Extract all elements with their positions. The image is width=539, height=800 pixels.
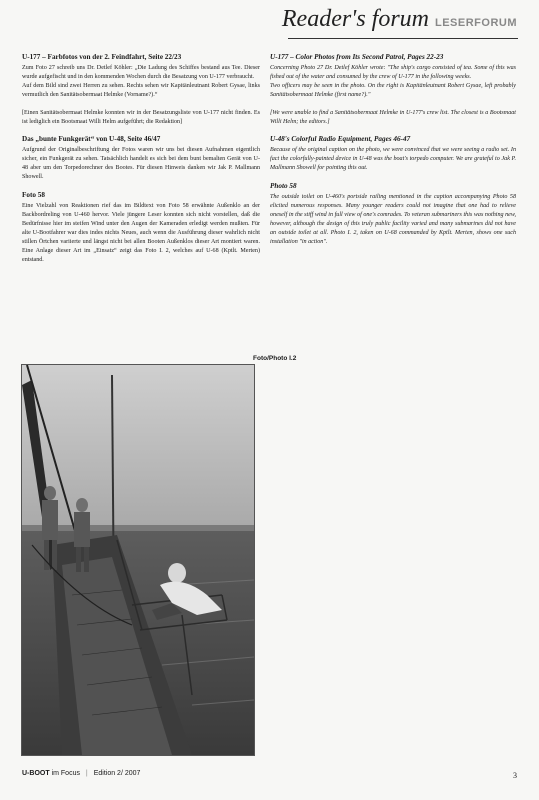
article-body: Concerning Photo 27 Dr. Detlef Köhler wrote: "The ship's cargo consisted of tea. Some of this was fished out of the water and consumed by the crew of U-177 in the following weeks. Two officers may be seen in the photo. On the right is Kapitänleutnant Robert Gysae, left probably Sanitätsobermaat Helmke (first name?)." bbox=[270, 65, 516, 98]
article-body: Eine Vielzahl von Reaktionen rief das im Bildtext von Foto 58 erwähnte Außenklo an der Backbordreling von U-460 hervor. Viele jüngere Leser konnten sich nicht vorstellen, daß die Bedürfnisse hier im steifen Wind unter den Augen der Kameraden erledigt werden mußten. Für alte U-Bootfahrer war dies indes nichts Neues, auch wenn die Ausführung dieser wahrlich nicht stillen Örtchen variierte und längst nicht bei allen Booten Außenklos dieser Art montiert waren. Eine Anlage dieser Art im „Einsatz“ zeigt das Foto I. 2, welches auf U-68 (Kptlt. Merten) entstand. bbox=[22, 203, 260, 263]
article-title: U-48's Colorful Radio Equipment, Pages 46-47 bbox=[270, 135, 411, 144]
magazine-brand-suffix: im Focus bbox=[51, 770, 80, 777]
photo-label: Foto/Photo I.2 bbox=[253, 355, 297, 362]
editor-note: [We were unable to find a Sanitätsobermaat Helmke in U-177's crew list. The closest is a Bootsmaat Willi Helm; the editors.] bbox=[270, 109, 516, 125]
article-body: The outside toilet on U-460's portside railing mentioned in the caption accompanying Photo 58 elicited numerous responses. Many younger readers could not imagine that one had to relieve oneself in the stiff wind in full view of one's comrades. To veteran submariners this was nothing new, however, although the design of this truly public facility varied and many submarines did not have an outside toilet at all. Photo I. 2, taken on U-68 commanded by Kptlt. Merten, shows one such installation "in action". bbox=[270, 194, 516, 245]
article-de-2 bbox=[22, 109, 260, 127]
article-en-4 bbox=[270, 182, 516, 246]
submarine-deck-photo bbox=[21, 364, 255, 756]
article-de-4 bbox=[22, 191, 260, 264]
article-body: Because of the original caption on the photo, we were convinced that we were seeing a radio set. In fact the colorfully-painted device in U-48 was the boat's torpedo computer. We are grateful to Jak P. Mallmann Showell for pointing this out. bbox=[270, 147, 516, 172]
article-en-1 bbox=[270, 53, 516, 100]
footer-edition: U-BOOT im Focus | Edition 2/ 2007 bbox=[22, 770, 141, 777]
article-title: Foto 58 bbox=[22, 191, 45, 200]
article-en-3 bbox=[270, 135, 516, 173]
article-title: Das „bunte Funkgerät“ von U-48, Seite 46/47 bbox=[22, 135, 161, 144]
english-column bbox=[270, 53, 516, 256]
section-title: Reader's forum bbox=[281, 6, 429, 32]
article-de-3 bbox=[22, 135, 260, 182]
article-en-2 bbox=[270, 109, 516, 127]
page-header bbox=[282, 6, 517, 33]
article-body: Aufgrund der Originalbeschriftung der Fotos waren wir uns bei diesen Aufnahmen eigentlich sicher, ein Funkgerät zu sehen. Tatsächlich handelt es sich bei dem bunt bemalten Gerät von U-48 aber um den Torpedorechner des Bootes. Für diesen Hinweis danken wir Jak P. Mallmann Showell. bbox=[22, 147, 260, 181]
article-title: U-177 – Farbfotos von der 2. Feindfahrt, Seite 22/23 bbox=[22, 53, 182, 61]
article-title: Photo 58 bbox=[270, 182, 297, 191]
editor-note: [Einen Sanitätsobermaat Helmke konnten wir in der Besatzungsliste von U-177 nicht finden. Es ist lediglich ein Bootsmaat Willi Helm aufgeführt; die Redaktion] bbox=[22, 109, 260, 125]
magazine-brand: U-BOOT bbox=[22, 770, 50, 777]
section-subtitle: LESERFORUM bbox=[435, 17, 517, 29]
edition-label: Edition 2/ 2007 bbox=[93, 770, 141, 777]
page-number: 3 bbox=[513, 771, 517, 780]
article-body: Zum Foto 27 schreib uns Dr. Detlef Köhler: „Die Ladung des Schiffes bestand aus Tee. Dieser wurde aufgefischt und in den kommenden Wochen durch die Besatzung von U-177 verbraucht. Auf dem Bild sind zwei Herren zu sehen. Rechts sehen wir Kapitänleutnant Robert Gysae, links vermutlich den Sanitätsobermaat Helmke (Vorname?).“ bbox=[22, 65, 260, 98]
article-de-1 bbox=[22, 53, 260, 100]
header-rule bbox=[288, 38, 518, 39]
article-title: U-177 – Color Photos from Its Second Patrol, Pages 22-23 bbox=[270, 53, 444, 61]
german-column bbox=[22, 53, 260, 273]
